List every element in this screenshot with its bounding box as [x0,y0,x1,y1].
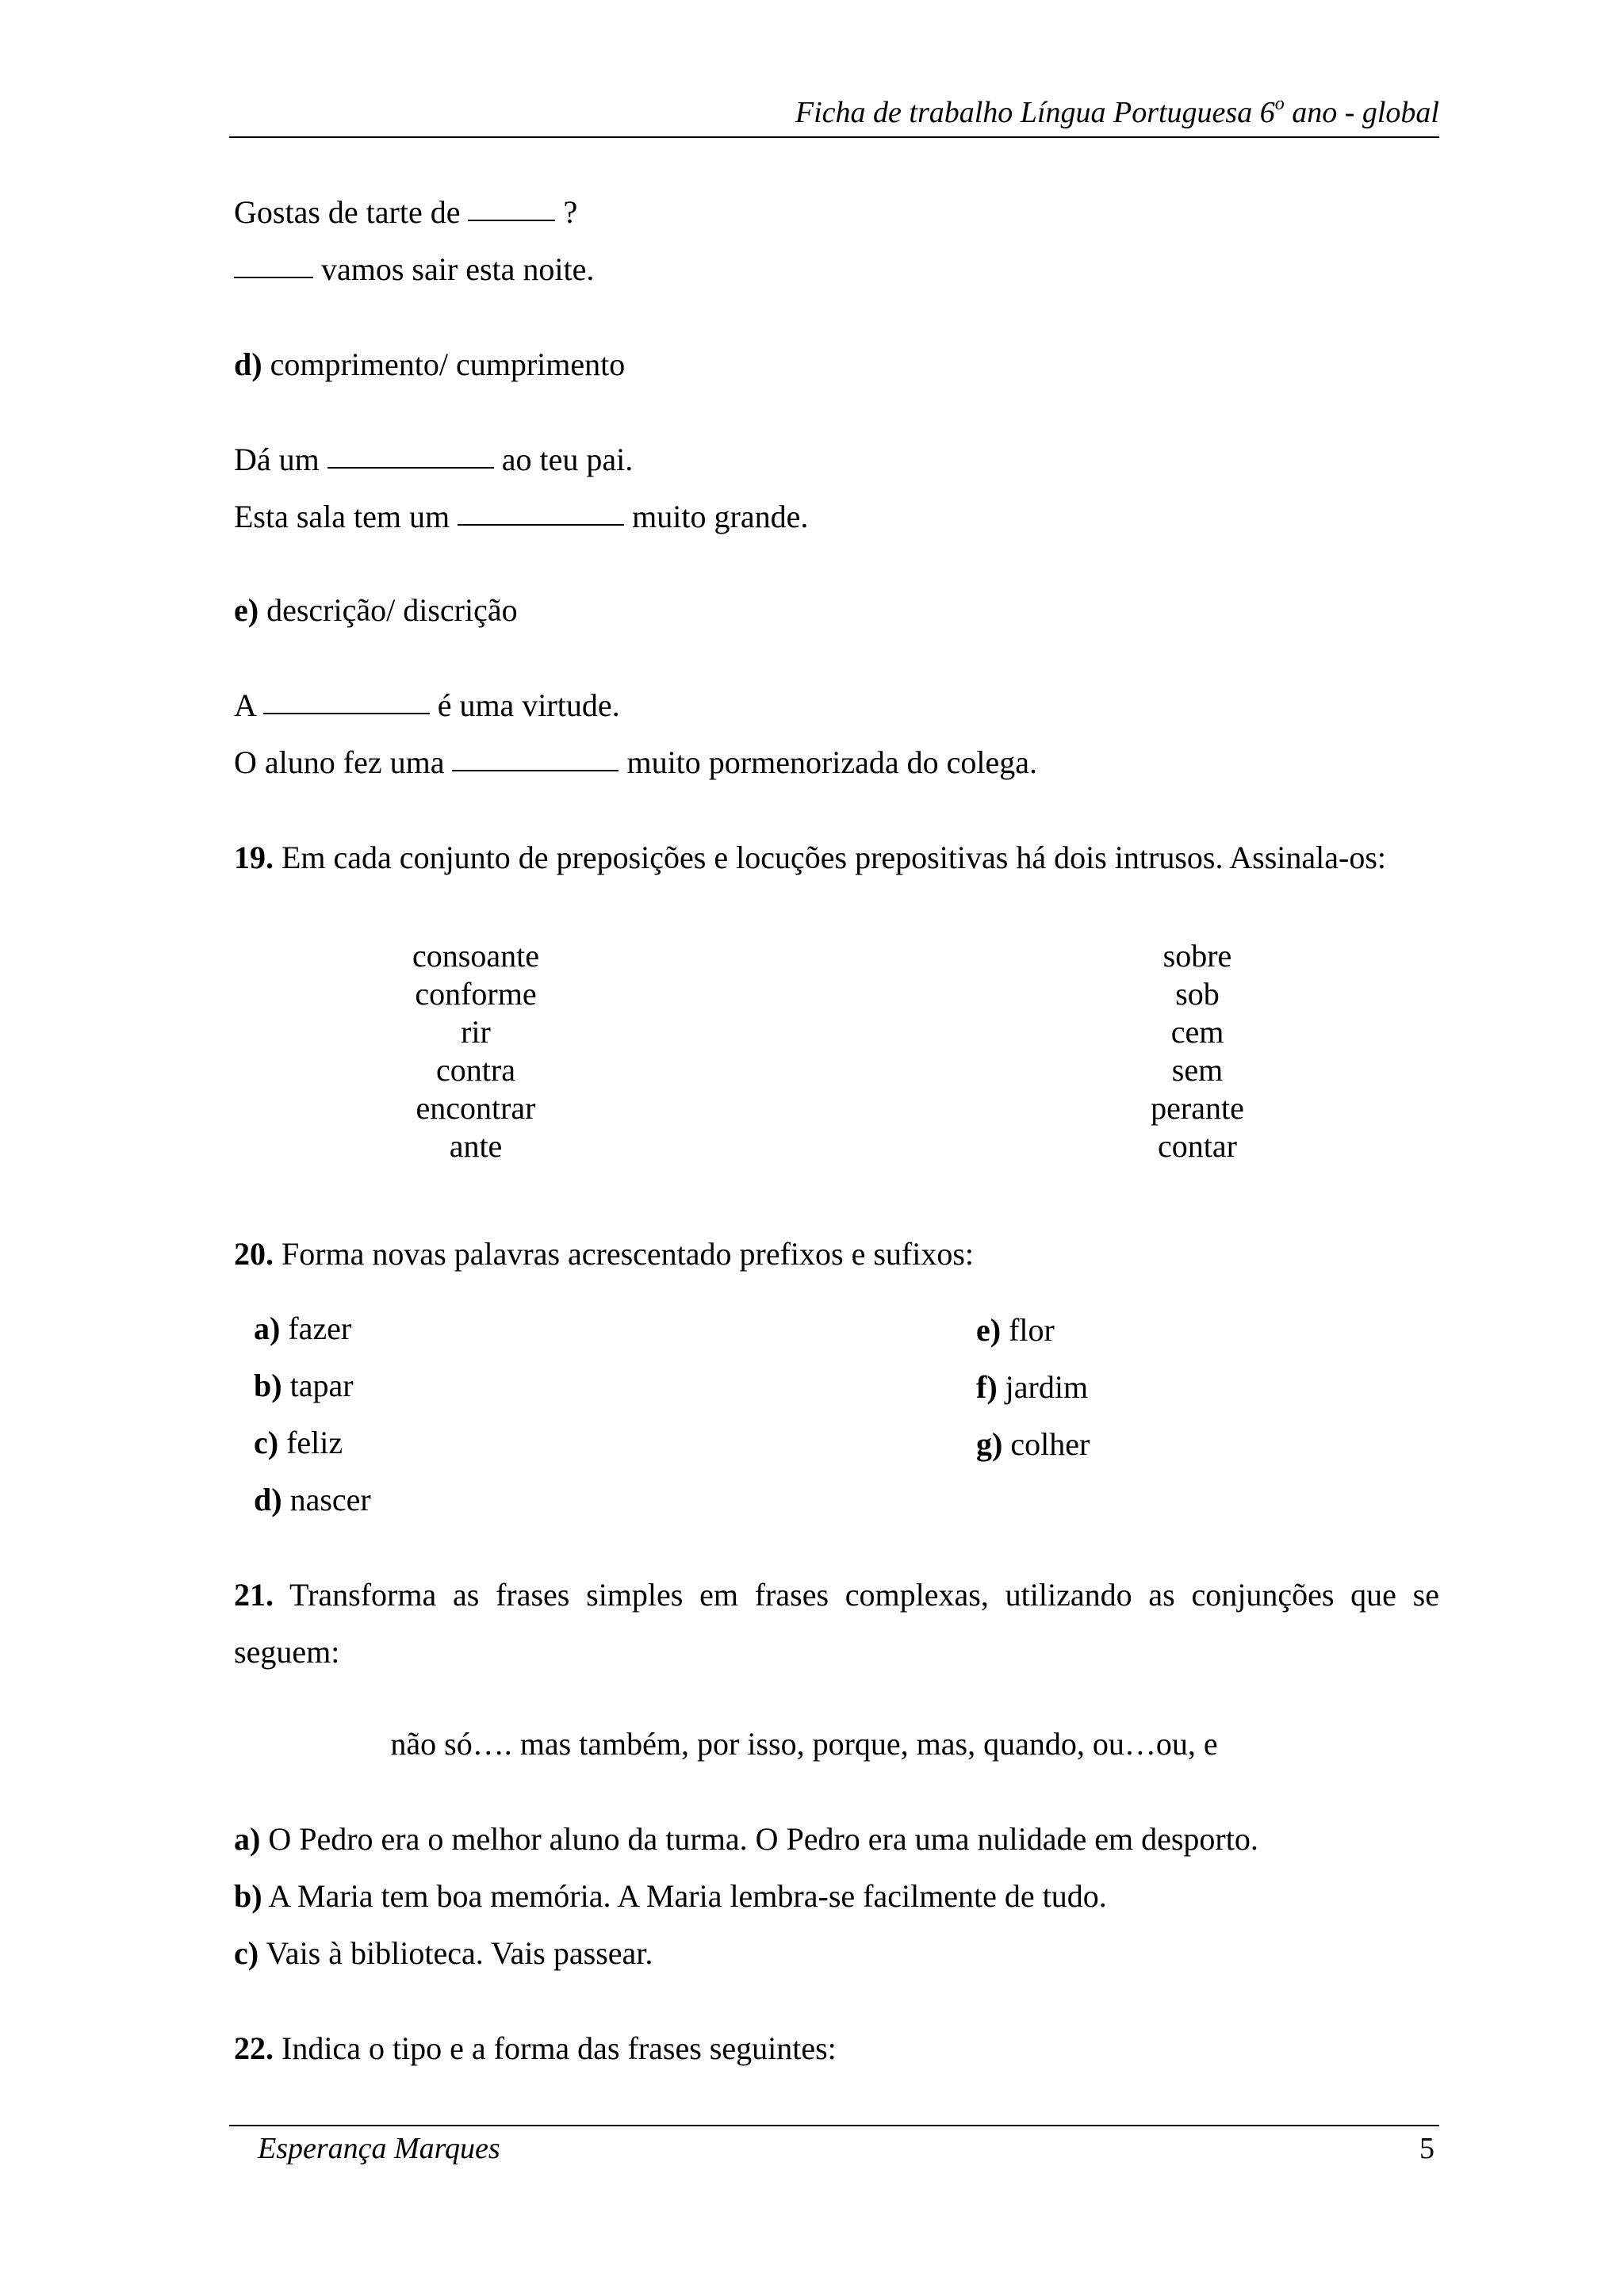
list-item: g) colher [976,1426,1090,1462]
word-option[interactable]: perante [1151,1090,1244,1126]
word-option[interactable]: sob [1175,976,1220,1012]
word-option[interactable]: rir [461,1014,491,1050]
word-column-2 [1086,937,1308,1165]
author-name: Esperança Marques [258,2132,500,2165]
page-footer [229,2125,1439,2174]
item-heading: d) comprimento/ cumprimento [234,346,626,382]
list-item: b) A Maria tem boa memória. A Maria lembra-se facilmente de tudo. [234,1878,1107,1914]
answer-blank[interactable] [468,220,555,221]
word-option[interactable]: contar [1158,1128,1237,1164]
list-item: c) feliz [254,1425,343,1460]
sentence-line: Gostas de tarte de ? [234,194,578,230]
word-option[interactable]: sem [1171,1052,1224,1088]
word-option[interactable]: encontrar [416,1090,536,1126]
page-header [229,92,1439,138]
word-option[interactable]: contra [436,1052,515,1088]
word-option[interactable]: sobre [1162,938,1232,974]
word-option[interactable]: cem [1170,1014,1224,1050]
answer-blank[interactable] [458,524,624,526]
sentence-line: O aluno fez uma muito pormenorizada do colega. [234,744,1038,780]
word-option[interactable]: conforme [415,976,537,1012]
word-column-1 [365,937,587,1165]
answer-blank[interactable] [452,770,619,771]
list-item: e) flor [976,1312,1055,1348]
item-heading: e) descrição/ discrição [234,592,518,628]
list-item: d) nascer [254,1482,371,1517]
answer-blank[interactable] [234,277,313,278]
question-21: 21. Transforma as frases simples em frases complexas, utilizando as conjunções que se seguem: [234,1577,1439,1670]
question-22: 22. Indica o tipo e a forma das frases seguintes: [234,2030,837,2066]
list-item: a) O Pedro era o melhor aluno da turma. O Pedro era uma nulidade em desporto. [234,1821,1258,1857]
list-item: a) fazer [254,1311,352,1346]
answer-blank[interactable] [263,713,430,714]
question-19: 19. Em cada conjunto de preposições e locuções prepositivas há dois intrusos. Assinala-os: [234,840,1387,875]
list-item: c) Vais à biblioteca. Vais passear. [234,1935,653,1971]
word-option[interactable]: consoante [412,938,539,974]
answer-blank[interactable] [327,467,494,469]
sentence-line: Esta sala tem um muito grande. [234,499,809,534]
question-20: 20. Forma novas palavras acrescentado prefixos e sufixos: [234,1236,975,1272]
word-option[interactable]: ante [449,1128,503,1164]
list-item: b) tapar [254,1368,354,1403]
sentence-line: Dá um ao teu pai. [234,442,634,477]
header-title: Ficha de trabalho Língua Portuguesa 6$^o$ ano - global [795,94,1439,129]
conjunction-list: não só…. mas também, por isso, porque, mas, quando, ou…ou, e [390,1726,1218,1762]
sentence-line: vamos sair esta noite. [234,251,594,289]
list-item: f) jardim [976,1369,1089,1405]
page-number: 5 [1419,2132,1434,2165]
sentence-line: A é uma virtude. [234,687,620,723]
